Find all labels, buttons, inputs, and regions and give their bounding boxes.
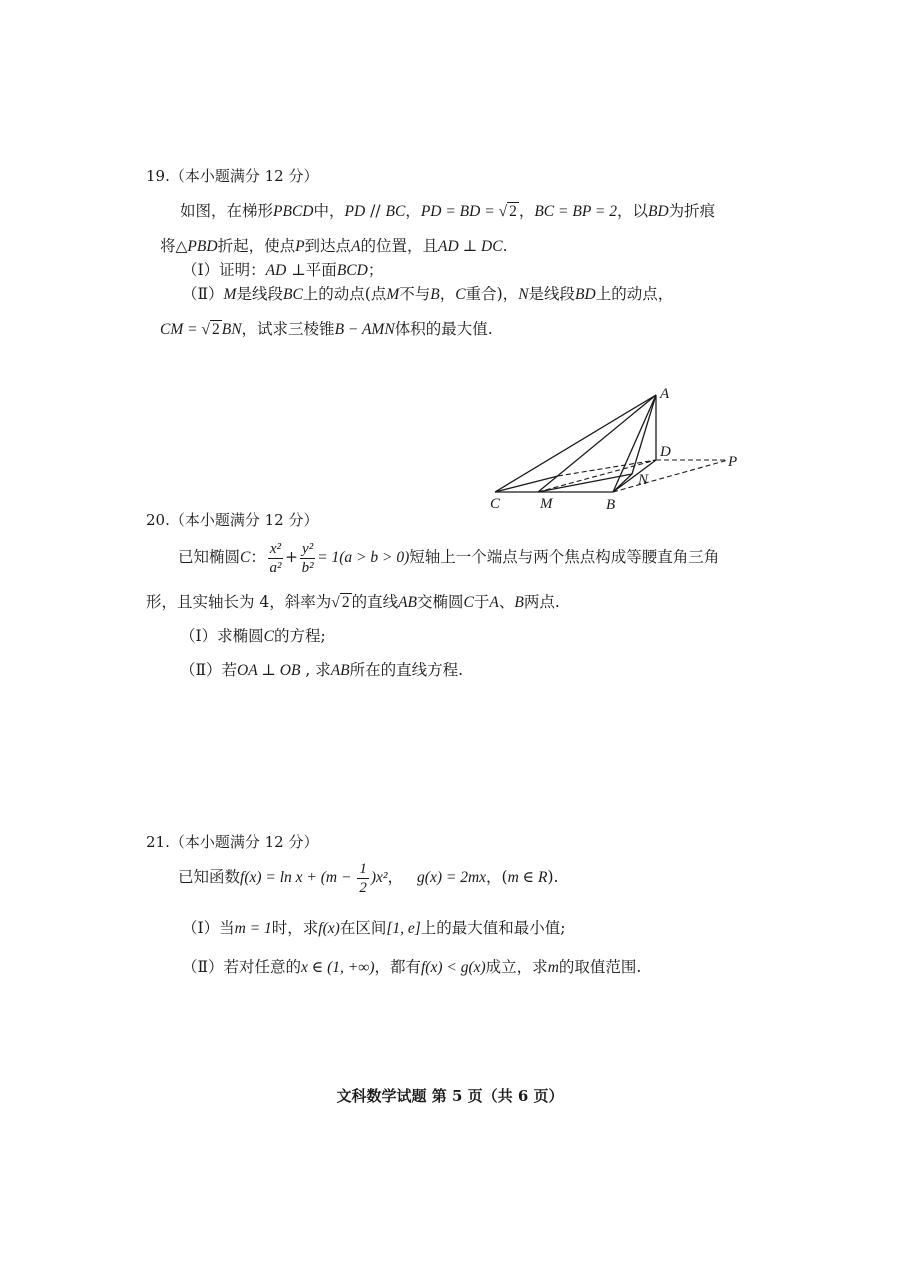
var: )x² bbox=[370, 869, 388, 886]
text: ，试求三棱锥 bbox=[241, 320, 335, 338]
text: , 求 bbox=[300, 661, 331, 679]
denominator: a² bbox=[269, 559, 282, 576]
text: 已知函数 bbox=[178, 868, 241, 886]
var: C bbox=[240, 549, 251, 566]
text: ； bbox=[367, 261, 384, 279]
text: ， bbox=[387, 868, 404, 886]
text: 在区间 bbox=[339, 919, 387, 937]
label-d: D bbox=[660, 444, 671, 460]
text: 已知椭圆 bbox=[178, 548, 241, 566]
text: // bbox=[365, 202, 386, 220]
var: g(x) = 2mx bbox=[417, 869, 487, 886]
var: m = 1 bbox=[234, 920, 272, 937]
var: C bbox=[463, 594, 474, 611]
text: 两点. bbox=[523, 593, 560, 611]
var: OA ⊥ OB bbox=[237, 662, 301, 679]
q19-part2 bbox=[182, 284, 673, 305]
text: 的位置，且 bbox=[360, 237, 439, 255]
var: BC = BP = 2 bbox=[534, 203, 617, 220]
var: M bbox=[386, 286, 400, 303]
text: 上的动点(点 bbox=[302, 285, 387, 303]
var: BD bbox=[575, 286, 596, 303]
var: AD bbox=[265, 262, 287, 279]
text: ： bbox=[250, 548, 266, 566]
radicand: 2 bbox=[509, 203, 517, 220]
var: AD ⊥ DC bbox=[438, 238, 503, 255]
page-footer: 文科数学试题 第 5 页（共 6 页） bbox=[336, 1087, 564, 1105]
text: ). bbox=[547, 868, 559, 886]
text: （Ⅰ）当 bbox=[182, 919, 235, 937]
text: ，( bbox=[486, 868, 508, 886]
text: 到达点 bbox=[304, 237, 352, 255]
text: 是线段 bbox=[528, 285, 576, 303]
text: 短轴上一个端点与两个焦点构成等腰直角三角 bbox=[409, 548, 720, 566]
denominator: 2 bbox=[359, 879, 367, 896]
q20-line1 bbox=[178, 538, 719, 577]
text: 的取值范围. bbox=[558, 958, 642, 976]
text: 上的最大值和最小值; bbox=[420, 919, 566, 937]
text: 于 bbox=[473, 593, 490, 611]
text: 将△ bbox=[160, 237, 188, 255]
var: P bbox=[295, 238, 305, 255]
var: m ∈ R bbox=[507, 869, 548, 886]
var: A bbox=[351, 238, 361, 255]
q19-line5 bbox=[160, 319, 493, 340]
sqrt: √ 2 bbox=[201, 321, 220, 338]
sqrt: √ 2 bbox=[331, 594, 350, 611]
text: 上的动点， bbox=[595, 285, 674, 303]
numerator: y² bbox=[302, 540, 314, 557]
text: 体积的最大值. bbox=[394, 320, 493, 338]
text: 成立，求 bbox=[485, 958, 548, 976]
q19-part1 bbox=[182, 260, 383, 281]
var: BC bbox=[385, 203, 406, 220]
label-n: N bbox=[638, 472, 649, 488]
fraction bbox=[268, 540, 283, 577]
numerator: x² bbox=[269, 540, 282, 557]
var: M bbox=[223, 286, 237, 303]
text: 时，求 bbox=[271, 919, 319, 937]
text: ， bbox=[518, 202, 535, 220]
var: f(x) bbox=[318, 920, 340, 937]
label-a: A bbox=[660, 386, 670, 402]
sqrt: √ 2 bbox=[498, 203, 517, 220]
var: PD = BD = bbox=[420, 203, 499, 220]
text: 、 bbox=[498, 593, 515, 611]
text: （Ⅰ）证明： bbox=[182, 261, 266, 279]
var: BN bbox=[221, 321, 242, 338]
var: N bbox=[518, 286, 529, 303]
radicand: 2 bbox=[211, 321, 220, 338]
text: 中， bbox=[313, 202, 345, 220]
var: C bbox=[263, 628, 274, 645]
var: = 1(a > b > 0) bbox=[317, 549, 410, 566]
var: x ∈ (1, +∞) bbox=[301, 959, 375, 976]
var: PD bbox=[344, 203, 366, 220]
var: A bbox=[489, 594, 499, 611]
var: f(x) = ln x + (m − bbox=[240, 869, 356, 886]
var: CM = bbox=[160, 321, 202, 338]
q21-header: 21.（本小题满分 12 分） bbox=[146, 833, 319, 851]
text: 是线段 bbox=[236, 285, 283, 303]
text: + bbox=[285, 548, 299, 566]
q21-part1 bbox=[182, 918, 566, 939]
q20-line2 bbox=[146, 592, 560, 613]
text: 不与 bbox=[399, 285, 431, 303]
text: 所在的直线方程. bbox=[349, 661, 464, 679]
var: [1, e] bbox=[386, 920, 421, 937]
text: 折起，使点 bbox=[217, 237, 296, 255]
q19-header bbox=[146, 166, 318, 186]
text: 交椭圆 bbox=[417, 593, 464, 611]
text: ，以 bbox=[616, 202, 648, 220]
radicand: 2 bbox=[341, 594, 350, 611]
fraction bbox=[300, 540, 315, 577]
q19-line1 bbox=[180, 201, 715, 222]
q21-part2 bbox=[182, 957, 641, 978]
var: BC bbox=[282, 286, 303, 303]
text: 形，且实轴长为 4，斜率为 bbox=[146, 593, 332, 611]
text: （Ⅱ） bbox=[182, 285, 224, 303]
var: AB bbox=[330, 662, 350, 679]
var: PBCD bbox=[273, 203, 314, 220]
numerator: 1 bbox=[359, 860, 367, 877]
text: 重合)， bbox=[465, 285, 519, 303]
var: BCD bbox=[336, 262, 368, 279]
text: 为折痕 bbox=[668, 202, 716, 220]
edge-ba bbox=[613, 395, 656, 492]
q20-part1 bbox=[180, 626, 326, 647]
q20-part2 bbox=[180, 660, 463, 681]
var: C bbox=[455, 286, 466, 303]
fraction bbox=[357, 860, 369, 897]
q19-number: 19. bbox=[146, 167, 170, 185]
q21-line1 bbox=[178, 858, 558, 897]
text: （Ⅱ）若对任意的 bbox=[182, 958, 302, 976]
var: B bbox=[430, 286, 440, 303]
text: ， bbox=[405, 202, 421, 220]
var: B bbox=[514, 594, 524, 611]
label-b: B bbox=[606, 497, 616, 513]
q19-line2 bbox=[160, 236, 508, 257]
text: ⊥平面 bbox=[286, 261, 337, 279]
text: （Ⅰ）求椭圆 bbox=[180, 627, 264, 645]
var: AB bbox=[398, 594, 418, 611]
var: PBD bbox=[187, 238, 218, 255]
var: BD bbox=[648, 203, 669, 220]
q19-score: （本小题满分 12 分） bbox=[169, 167, 319, 185]
text: （Ⅱ）若 bbox=[180, 661, 238, 679]
label-m: M bbox=[540, 496, 553, 512]
var: f(x) < g(x) bbox=[421, 959, 486, 976]
pyramid-figure bbox=[480, 378, 770, 518]
label-c: C bbox=[490, 496, 501, 512]
text: 的方程; bbox=[273, 627, 326, 645]
var: m bbox=[547, 959, 559, 976]
text: ，都有 bbox=[374, 958, 421, 976]
edge-mn bbox=[538, 474, 632, 492]
denominator: b² bbox=[301, 559, 314, 576]
var: B − AMN bbox=[334, 321, 395, 338]
text: 如图，在梯形 bbox=[180, 202, 274, 220]
text: 的直线 bbox=[351, 593, 399, 611]
q20-header: 20.（本小题满分 12 分） bbox=[146, 511, 319, 529]
text: ， bbox=[439, 285, 456, 303]
label-p: P bbox=[728, 454, 738, 470]
text: . bbox=[502, 237, 508, 255]
